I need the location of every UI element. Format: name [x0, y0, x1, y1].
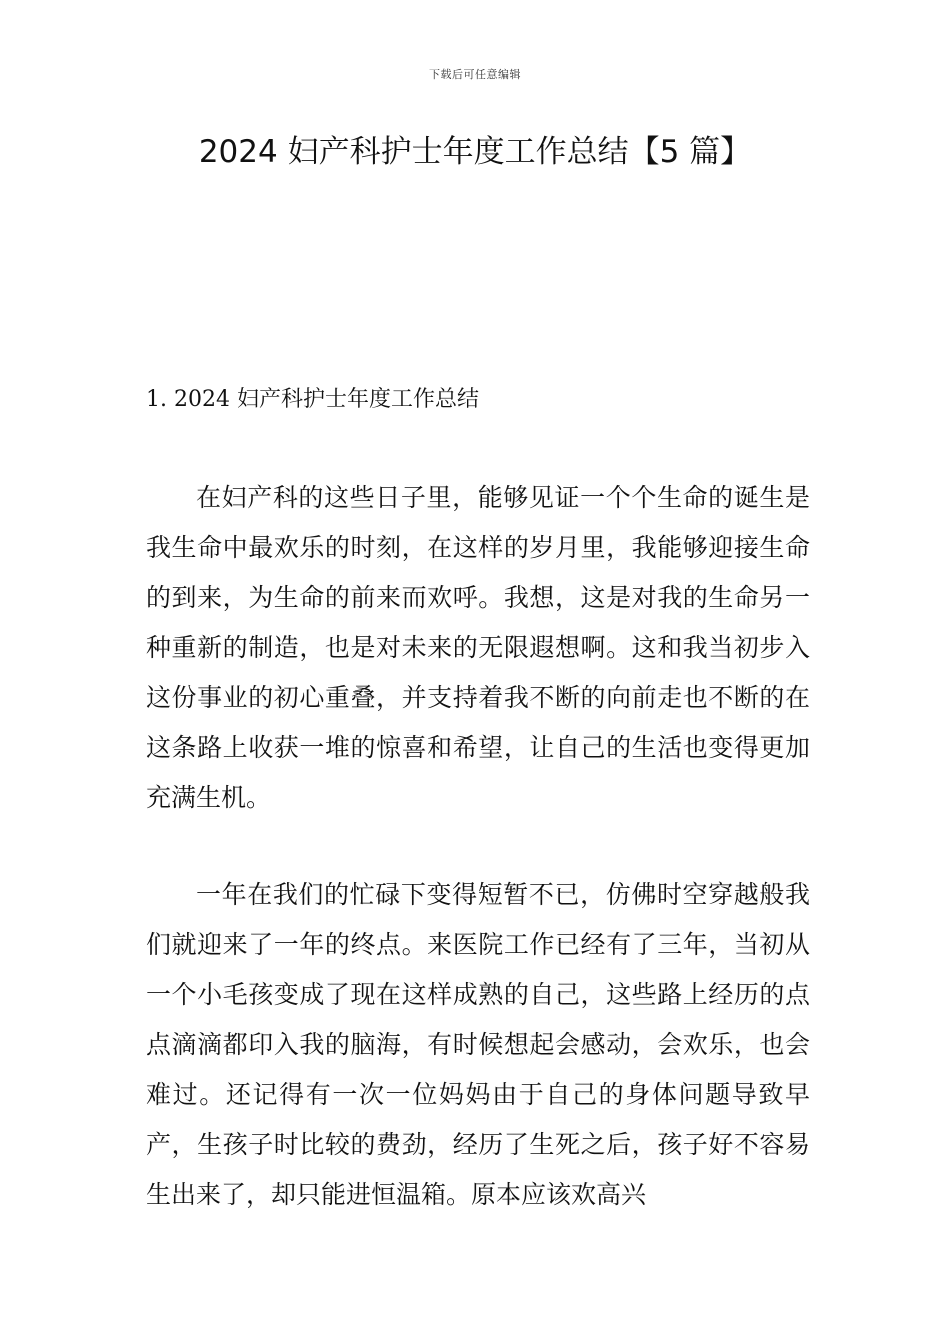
- section-heading: 1. 2024 妇产科护士年度工作总结: [146, 387, 479, 412]
- paragraph: 一年在我们的忙碌下变得短暂不已，仿佛时空穿越般我们就迎来了一年的终点。来医院工作已经有了三年，当初从一个小毛孩变成了现在这样成熟的自己，这些路上经历的点点滴滴都印入我的脑海，有时候想起会感动，会欢乐，也会难过。还记得有一次一位妈妈由于自己的身体问题导致早产，生孩子时比较的费劲，经历了生死之后，孩子好不容易生出来了，却只能进恒温箱。原本应该欢高兴: [146, 880, 810, 1209]
- document-title: 2024 妇产科护士年度工作总结【5 篇】: [198, 134, 752, 170]
- paragraph: 在妇产科的这些日子里，能够见证一个个生命的诞生是我生命中最欢乐的时刻，在这样的岁月里，我能够迎接生命的到来，为生命的前来而欢呼。我想，这是对我的生命另一种重新的制造，也是对未来的无限遐想啊。这和我当初步入这份事业的初心重叠，并支持着我不断的向前走也不断的在这条路上收获一堆的惊喜和希望，让自己的生活也变得更加充满生机。: [146, 483, 810, 812]
- header-note: 下载后可任意编辑: [429, 68, 521, 81]
